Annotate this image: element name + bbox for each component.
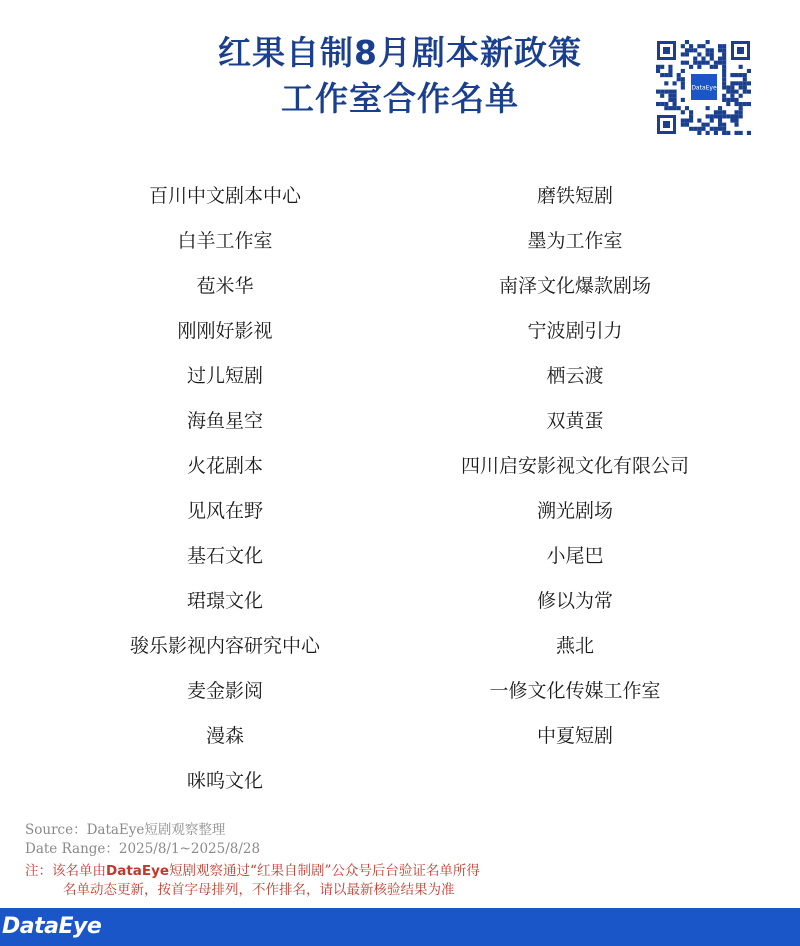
- title-line-1: 红果自制8月剧本新政策: [218, 33, 582, 72]
- note: [25, 862, 480, 900]
- list-item: 修以为常: [536, 590, 613, 612]
- list-item: 南泽文化爆款剧场: [498, 275, 651, 297]
- footer-bar: [0, 908, 800, 946]
- qr-center-label: DataEye: [691, 84, 717, 92]
- list-item: 栖云渡: [546, 365, 604, 387]
- footer-logo: DataEye: [2, 914, 102, 939]
- list-item: 双黄蛋: [546, 410, 604, 432]
- date-range-line: Date Range：2025/8/1~2025/8/28: [25, 841, 261, 857]
- list-item: 骏乐影视内容研究中心: [129, 635, 320, 657]
- list-item: 中夏短剧: [536, 725, 613, 747]
- list-item: 百川中文剧本中心: [148, 185, 301, 207]
- list-item: 燕北: [555, 635, 594, 657]
- list-item: 苞米华: [196, 275, 254, 297]
- qr-code: [656, 40, 751, 135]
- source-line: Source：DataEye短剧观察整理: [25, 822, 226, 838]
- list-item: 珺璟文化: [186, 590, 263, 612]
- list-item: 小尾巴: [546, 545, 604, 567]
- list-item: 见风在野: [186, 500, 263, 522]
- note-line-2: 名单动态更新，按首字母排列，不作排名，请以最新核验结果为准: [63, 882, 455, 898]
- list-item: 宁波剧引力: [527, 320, 623, 342]
- list-item: 基石文化: [186, 545, 263, 567]
- studio-list-left-column: [25, 174, 425, 804]
- note-brand: DataEye: [106, 863, 170, 879]
- list-item: 溯光剧场: [536, 500, 613, 522]
- list-item: 咪呜文化: [186, 770, 263, 792]
- list-item: 四川启安影视文化有限公司: [460, 455, 689, 477]
- list-item: 海鱼星空: [186, 410, 263, 432]
- list-item: 墨为工作室: [527, 230, 623, 252]
- studio-list-right-column: [375, 174, 775, 759]
- list-item: 火花剧本: [186, 455, 263, 477]
- list-item: 过儿短剧: [186, 365, 263, 387]
- studio-list: [0, 174, 800, 804]
- list-item: 一修文化传媒工作室: [489, 680, 661, 702]
- note-prefix: 注：该名单由: [25, 863, 106, 879]
- note-rest: 短剧观察通过“红果自制剧”公众号后台验证名单所得: [169, 863, 480, 879]
- list-item: 刚刚好影视: [177, 320, 273, 342]
- title-line-2: 工作室合作名单: [281, 79, 519, 118]
- list-item: 白羊工作室: [177, 230, 273, 252]
- list-item: 漫森: [205, 725, 244, 747]
- list-item: 磨铁短剧: [536, 185, 613, 207]
- list-item: 麦金影阅: [186, 680, 263, 702]
